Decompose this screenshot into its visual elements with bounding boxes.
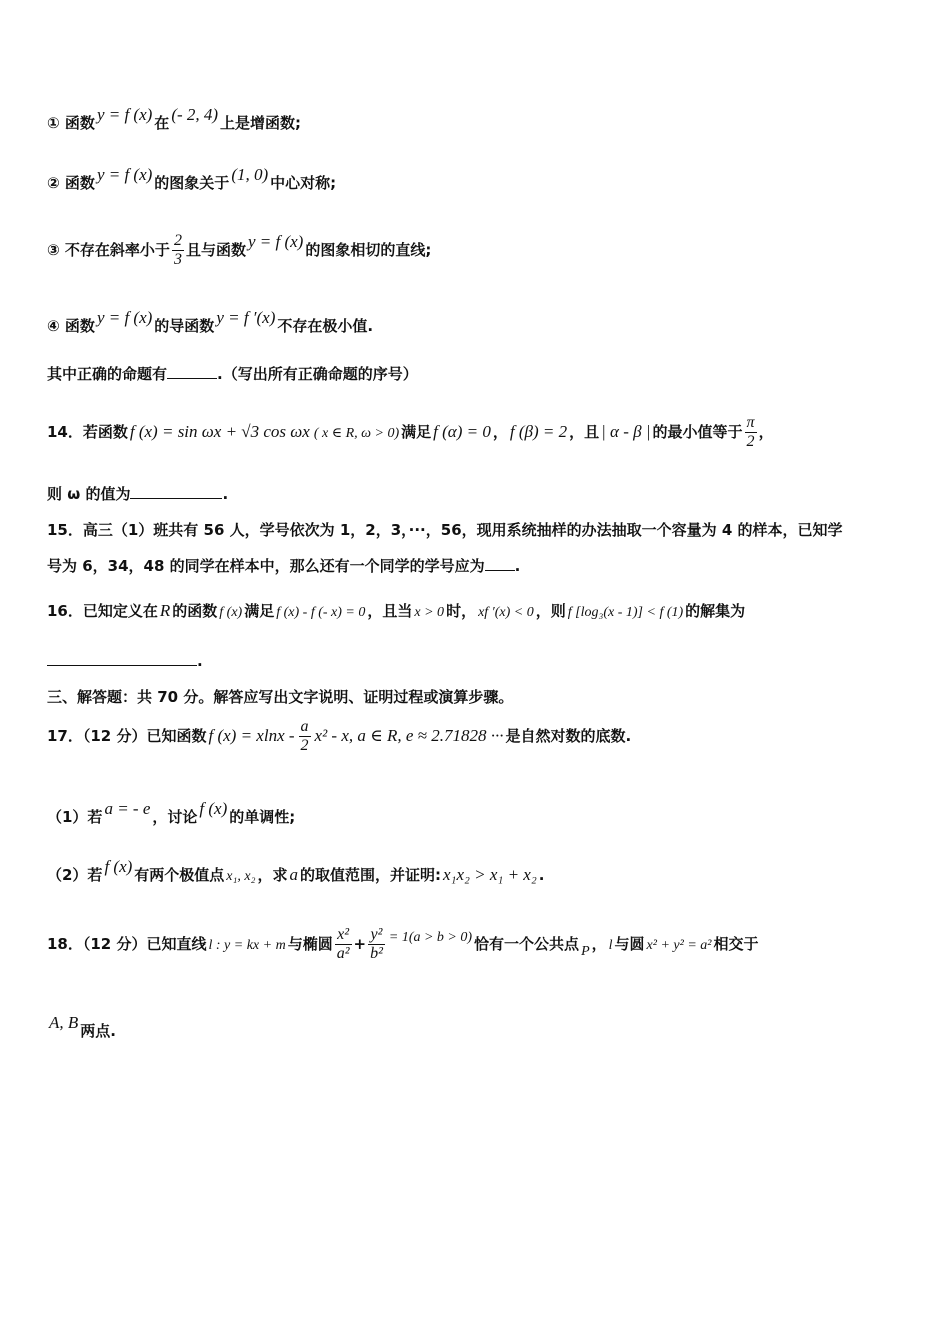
question-15-line-2 bbox=[47, 555, 910, 577]
math-circle: x² + y² = a² bbox=[646, 938, 712, 953]
q17-suffix: 是自然对数的底数. bbox=[505, 727, 632, 745]
correct-statements-prompt bbox=[47, 363, 910, 385]
math-inequality: x₁x₂ > x₁ + x₂ bbox=[442, 865, 537, 884]
question-16-answer bbox=[47, 650, 910, 672]
math-function: f (x) bbox=[199, 799, 228, 818]
statement-3 bbox=[47, 226, 910, 274]
frac-num: π bbox=[746, 414, 755, 431]
statement-1 bbox=[47, 105, 910, 134]
q17-1-suffix: 的单调性; bbox=[229, 808, 296, 826]
math-ellipse-condition: = 1(a > b > 0) bbox=[388, 930, 473, 945]
q18-suffix: 相交于 bbox=[713, 935, 759, 953]
q14-text: 的最小值等于 bbox=[652, 423, 743, 441]
answer-blank bbox=[47, 651, 197, 666]
statement-3-suffix: 的图象相切的直线; bbox=[305, 241, 432, 259]
fraction-y2-b2 bbox=[368, 926, 385, 963]
statement-2-prefix: ② 函数 bbox=[47, 174, 95, 192]
question-18-line-2 bbox=[47, 1013, 910, 1042]
statement-1-prefix: ① 函数 bbox=[47, 114, 95, 132]
fraction-two-thirds bbox=[172, 232, 184, 269]
fraction-a-half bbox=[299, 718, 311, 755]
q18-sep: ， bbox=[591, 935, 607, 953]
question-17 bbox=[47, 714, 910, 758]
statement-2-suffix: 中心对称; bbox=[270, 174, 337, 192]
q16-answer-suffix: . bbox=[197, 652, 203, 670]
q15-line-1: 15．高三（1）班共有 56 人，学号依次为 1，2，3，···，56，现用系统抽样的办法抽取一个容量为 4 的样本，已知学 bbox=[47, 521, 843, 539]
math-function: y = f (x) bbox=[96, 165, 153, 184]
math-function-tail: x² - x, a ∈ R, e ≈ 2.71828 ··· bbox=[314, 726, 504, 745]
q18-text: 恰有一个公共点 bbox=[474, 935, 580, 953]
frac-den: a² bbox=[336, 945, 350, 962]
math-inequality: x > 0 bbox=[414, 605, 445, 620]
frac-num: y² bbox=[368, 926, 385, 945]
math-condition: f (α) = 0 bbox=[433, 422, 491, 441]
q17-2-text: ，求 bbox=[257, 866, 288, 884]
statement-4-prefix: ④ 函数 bbox=[47, 317, 95, 335]
statement-3-prefix: ③ 不存在斜率小于 bbox=[47, 241, 170, 259]
math-domain: ( x ∈ R, ω > 0) bbox=[313, 426, 400, 441]
math-set: R bbox=[159, 601, 171, 620]
frac-den: b² bbox=[370, 945, 383, 962]
math-line: l : y = kx + m bbox=[208, 938, 286, 953]
q17-2-prefix: （2）若 bbox=[47, 866, 103, 884]
math-derivative: y = f ′(x) bbox=[216, 308, 276, 327]
frac-num: x² bbox=[335, 926, 352, 945]
frac-den: 3 bbox=[173, 251, 182, 268]
statement-3-mid: 且与函数 bbox=[185, 241, 246, 259]
math-a-value: a = - e bbox=[104, 799, 151, 818]
statement-4-mid: 的导函数 bbox=[154, 317, 215, 335]
question-15 bbox=[47, 519, 910, 541]
statement-1-mid: 在 bbox=[154, 114, 170, 132]
math-interval: (- 2, 4) bbox=[171, 105, 219, 124]
answer-blank bbox=[130, 484, 222, 499]
q16-text: ，且当 bbox=[367, 602, 413, 620]
math-function: f (x) bbox=[104, 857, 133, 876]
q16-text: 时， bbox=[446, 602, 477, 620]
math-points-ab: A, B bbox=[49, 1013, 79, 1032]
math-function: f (x) bbox=[219, 605, 243, 620]
q14-answer-suffix: . bbox=[222, 485, 229, 503]
q16-prefix: 16．已知定义在 bbox=[47, 602, 158, 620]
q15-line-2-text: 号为 6，34，48 的同学在样本中，那么还有一个同学的学号应为 bbox=[47, 557, 485, 575]
answer-blank bbox=[167, 364, 217, 379]
q17-2-text: 的取值范围，并证明: bbox=[299, 866, 441, 884]
frac-den: 2 bbox=[746, 433, 755, 450]
q14-prefix: 14．若函数 bbox=[47, 423, 128, 441]
frac-num: 2 bbox=[173, 232, 182, 249]
math-l: l bbox=[608, 938, 613, 953]
prompt-text: 其中正确的命题有 bbox=[47, 365, 168, 383]
math-abs: | α - β | bbox=[601, 422, 651, 441]
q17-2-suffix: . bbox=[538, 866, 545, 884]
q18-text: 与圆 bbox=[614, 935, 645, 953]
q14-text: ，且 bbox=[569, 423, 600, 441]
q18-text: 与椭圆 bbox=[287, 935, 333, 953]
q16-text: 满足 bbox=[244, 602, 275, 620]
q18-line-2-suffix: 两点. bbox=[80, 1022, 116, 1040]
fraction-x2-a2 bbox=[335, 926, 352, 963]
math-function: f (x) = xlnx - bbox=[208, 726, 295, 745]
fraction-pi-half bbox=[745, 414, 757, 451]
frac-den: 2 bbox=[300, 737, 309, 754]
question-17-part-2 bbox=[47, 857, 910, 888]
q14-sep: ， bbox=[492, 423, 508, 441]
math-point-p: P bbox=[581, 944, 590, 959]
q17-1-prefix: （1）若 bbox=[47, 808, 103, 826]
math-function: y = f (x) bbox=[247, 232, 304, 251]
q14-text: 满足 bbox=[401, 423, 432, 441]
q14-answer-text: 则 ω 的值为 bbox=[47, 485, 131, 503]
q17-1-text: ，讨论 bbox=[152, 808, 198, 826]
question-14 bbox=[47, 412, 910, 454]
math-extrema: x₁, x₂ bbox=[226, 869, 256, 884]
math-a: a bbox=[289, 865, 298, 884]
statement-2 bbox=[47, 165, 910, 194]
q14-suffix: ， bbox=[758, 423, 774, 441]
math-derivative-condition: xf ′(x) < 0 bbox=[478, 605, 534, 620]
question-17-part-1 bbox=[47, 799, 910, 828]
math-even-condition: f (x) - f (- x) = 0 bbox=[276, 605, 366, 620]
answer-blank bbox=[485, 556, 515, 571]
math-condition: f (β) = 2 bbox=[509, 422, 568, 441]
statement-2-mid: 的图象关于 bbox=[154, 174, 230, 192]
math-function: y = f (x) bbox=[96, 105, 153, 124]
q18-prefix: 18．（12 分）已知直线 bbox=[47, 935, 207, 953]
section-3-heading bbox=[47, 686, 910, 708]
statement-1-suffix: 上是增函数; bbox=[220, 114, 302, 132]
q17-2-text: 有两个极值点 bbox=[134, 866, 225, 884]
section-title: 三、解答题：共 70 分。解答应写出文字说明、证明过程或演算步骤。 bbox=[47, 688, 514, 706]
math-function: f (x) = sin ωx + √3 cos ωx bbox=[129, 422, 310, 441]
math-point: (1, 0) bbox=[231, 165, 269, 184]
math-function: y = f (x) bbox=[96, 308, 153, 327]
statement-4 bbox=[47, 308, 910, 337]
frac-num: a bbox=[300, 718, 309, 735]
question-16 bbox=[47, 600, 910, 624]
q16-text: ，则 bbox=[535, 602, 566, 620]
plus-sign: + bbox=[353, 935, 367, 953]
q16-text: 的函数 bbox=[172, 602, 218, 620]
q15-line-2-suffix: . bbox=[514, 557, 521, 575]
statement-4-suffix: 不存在极小值. bbox=[277, 317, 374, 335]
prompt-suffix: .（写出所有正确命题的序号） bbox=[217, 365, 418, 383]
question-14-answer bbox=[47, 483, 910, 505]
q17-prefix: 17．（12 分）已知函数 bbox=[47, 727, 207, 745]
question-18 bbox=[47, 916, 910, 974]
math-log-inequality: f [log₃(x - 1)] < f (1) bbox=[567, 605, 684, 620]
q16-suffix: 的解集为 bbox=[685, 602, 746, 620]
